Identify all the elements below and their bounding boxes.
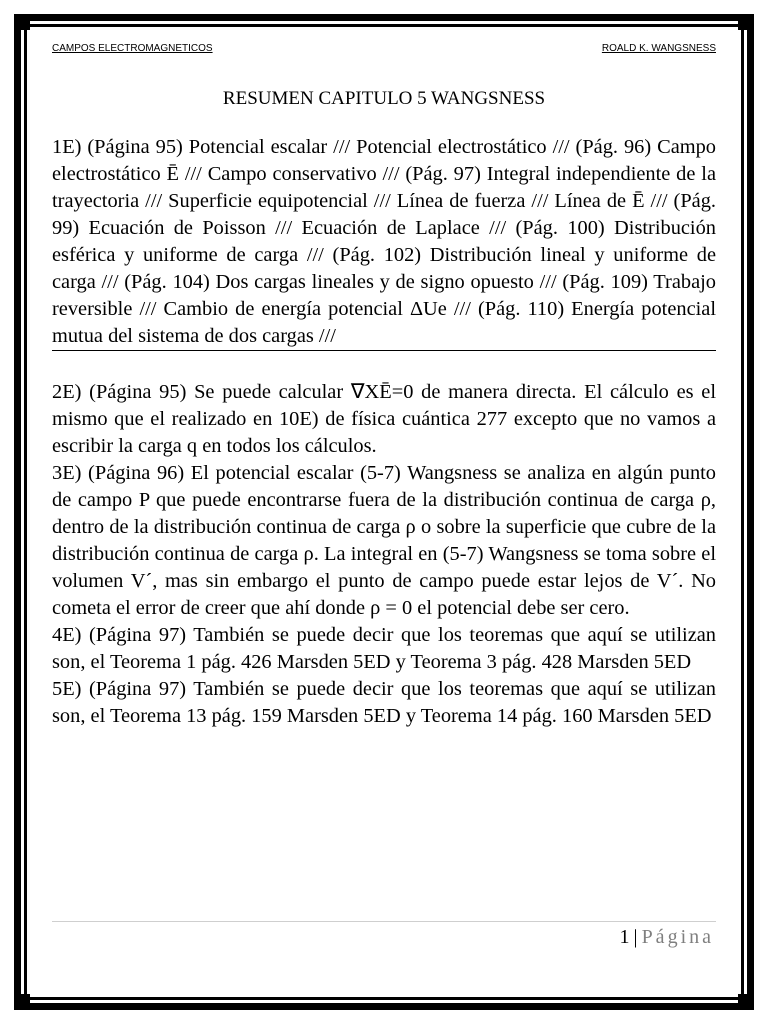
page-word: Página: [641, 926, 714, 948]
paragraph-1e: 1E) (Página 95) Potencial escalar /// Potencial electrostático /// (Pág. 96) Campo electrostático Ē /// Campo conservativo /// (Pág. 97) Integral independiente de la trayectoria /// Superficie equipotencial /// Línea de fuerza /// Línea de Ē /// (Pág. 99) Ecuación de Poisson /// Ecuación de Laplace /// (Pág. 100) Distribución esférica y uniforme de carga /// (Pág. 102) Distribución lineal y uniforme de carga /// (Pág. 104) Dos cargas lineales y de signo opuesto /// (Pág. 109) Trabajo reversible /// Cambio de energía potencial ΔUe /// (Pág. 110) Energía potencial mutua del sistema de dos cargas ///: [52, 136, 716, 347]
document-page: [52, 40, 716, 730]
paragraph-3e: 3E) (Página 96) El potencial escalar (5-7) Wangsness se analiza en algún punto de campo P que puede encontrarse fuera de la distribución continua de carga ρ, dentro de la distribución continua de carga ρ o sobre la superficie que cubre de la distribución continua de carga ρ. La integral en (5-7) Wangsness se toma sobre el volumen V´, mas sin embargo el punto de campo puede estar lejos de V´. No cometa el error de creer que ahí donde ρ = 0 el potencial debe ser cero.: [52, 462, 716, 619]
border-corner: [738, 994, 754, 1010]
page-header: [52, 40, 716, 58]
border-corner: [14, 14, 30, 30]
header-right: ROALD K. WANGSNESS: [601, 43, 716, 54]
border-corner: [738, 14, 754, 30]
header-left: CAMPOS ELECTROMAGNETICOS: [52, 43, 213, 54]
document-title: RESUMEN CAPITULO 5 WANGSNESS: [222, 88, 546, 109]
page-number: 1: [619, 926, 630, 948]
page-footer: [620, 926, 714, 949]
section-2: [52, 379, 716, 730]
footer-separator: |: [633, 926, 638, 948]
border-corner: [14, 994, 30, 1010]
paragraph-2e: 2E) (Página 95) Se puede calcular ∇XĒ=0 de manera directa. El cálculo es el mismo que el realizado en 10E) de física cuántica 277 excepto que no vamos a escribir la carga q en todos los cálculos.: [52, 381, 716, 457]
section-divider: [52, 350, 716, 351]
section-1: [52, 134, 716, 350]
paragraph-5e: 5E) (Página 97) También se puede decir que los teoremas que aquí se utilizan son, el Teorema 13 pág. 159 Marsden 5ED y Teorema 14 pág. 160 Marsden 5ED: [52, 678, 716, 727]
footer-divider: [52, 921, 716, 922]
paragraph-4e: 4E) (Página 97) También se puede decir que los teoremas que aquí se utilizan son, el Teorema 1 pág. 426 Marsden 5ED y Teorema 3 pág. 428 Marsden 5ED: [52, 624, 716, 673]
